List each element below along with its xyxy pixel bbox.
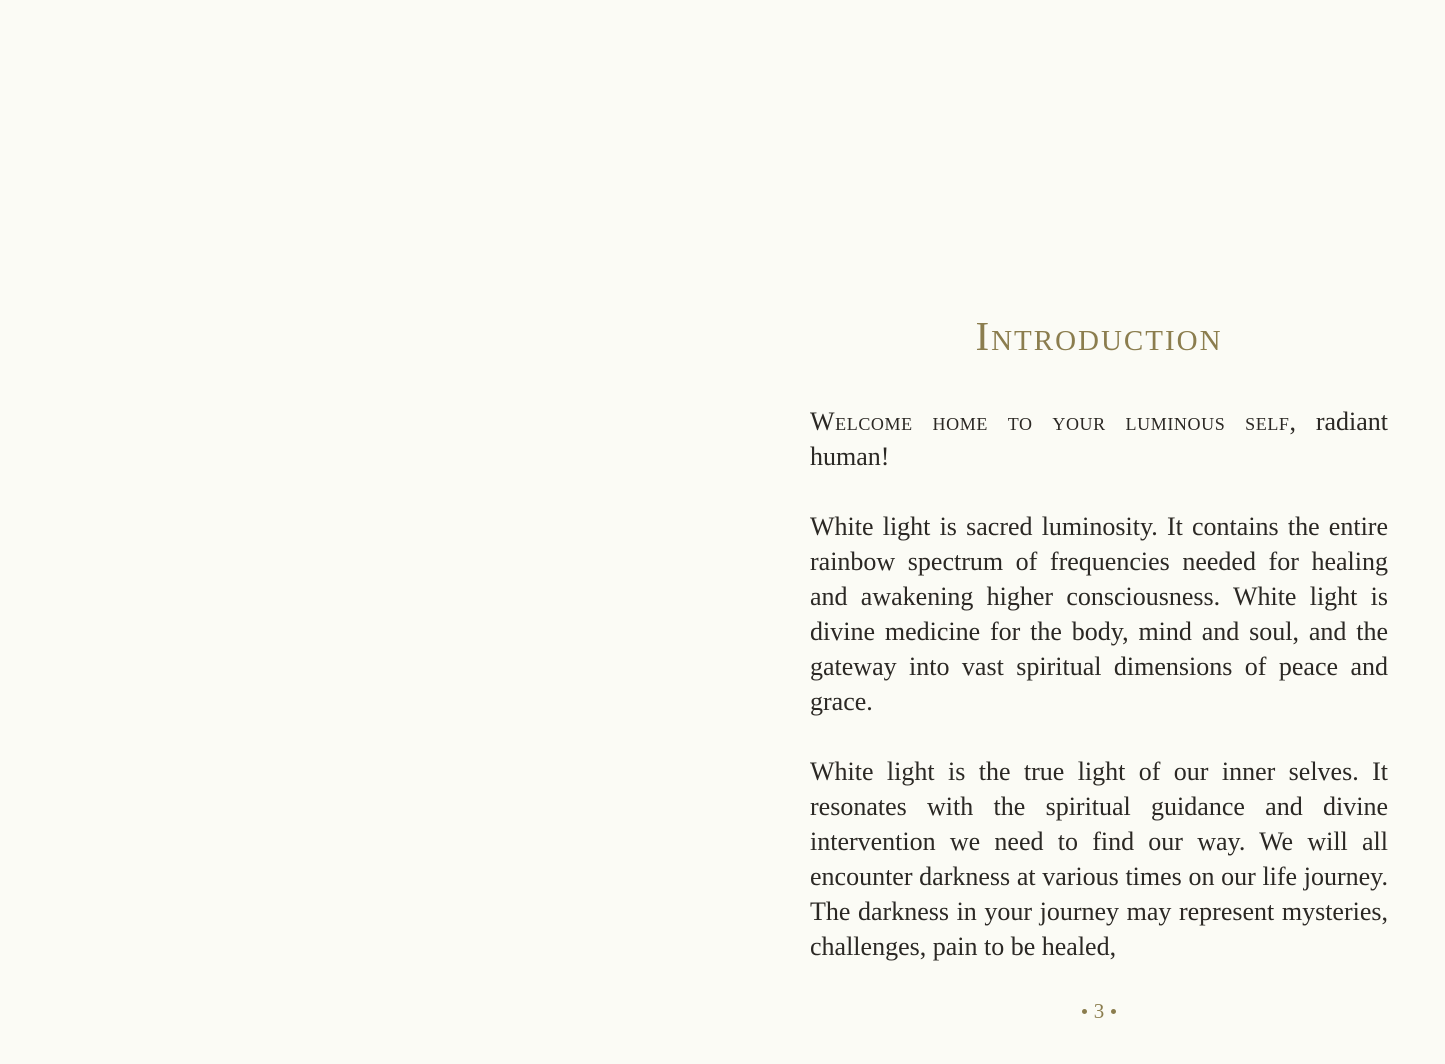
left-page-blank (0, 0, 722, 1064)
body-text (810, 404, 1388, 999)
bullet-dot-left (1082, 1009, 1087, 1014)
chapter-title: Introduction (975, 313, 1223, 359)
paragraph-3: White light is the true light of our inner selves. It resonates with the spiritual guidance and divine intervention we need to find our way. We will all encounter darkness at various times on our life journey. The darkness in your journey may represent mysteries, challenges, pain to be healed, (810, 757, 1388, 961)
right-page (722, 0, 1445, 1064)
page-number: 3 (1093, 999, 1105, 1023)
paragraph-1-text: radiant human! (810, 407, 1389, 471)
paragraph-1 (810, 404, 1388, 474)
paragraph-2: White light is sacred luminosity. It contains the entire rainbow spectrum of frequencies needed for healing and awakening higher consciousness. White light is divine medicine for the body, mind and soul, and the gateway into vast spiritual dimensions of peace and grace. (810, 512, 1388, 716)
opening-small-caps: Welcome home to your luminous self, (810, 407, 1297, 436)
page-number-footer (722, 999, 1445, 1024)
bullet-dot-right (1111, 1009, 1116, 1014)
